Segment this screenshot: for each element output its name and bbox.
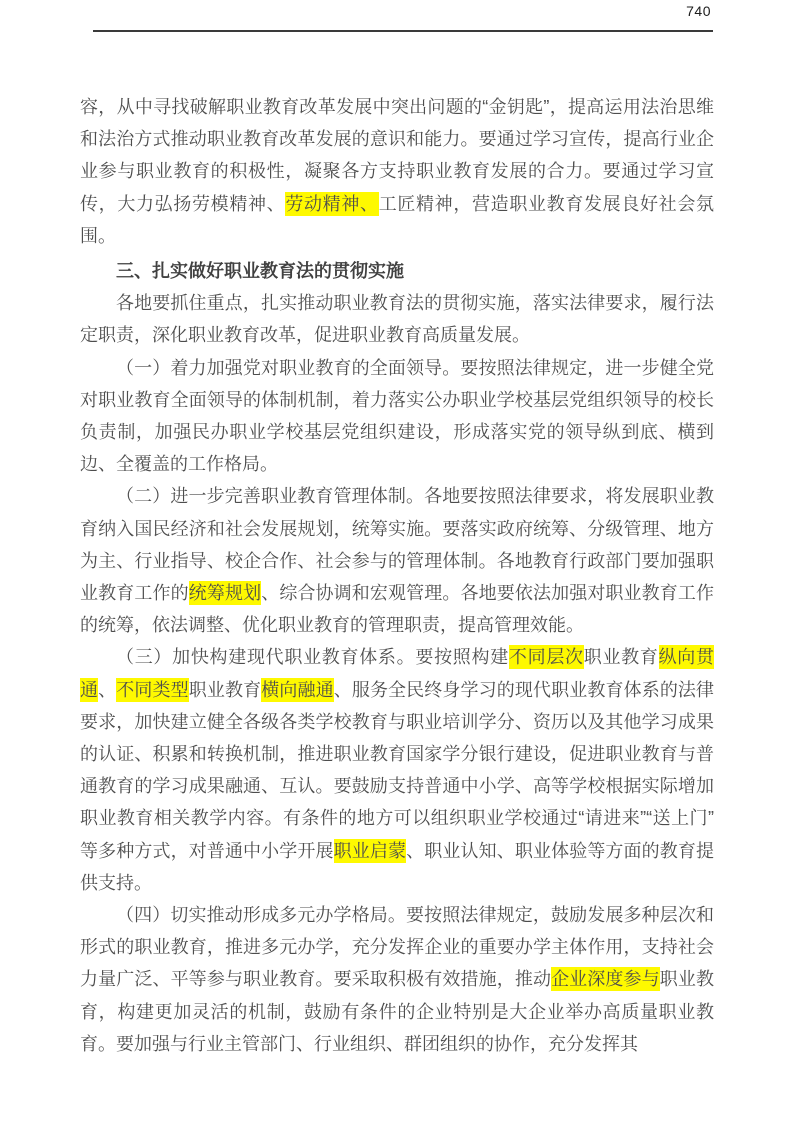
document-body <box>80 91 714 1060</box>
section-heading <box>80 255 714 287</box>
text-run: 职业教育 <box>583 647 659 668</box>
paragraph <box>80 641 714 899</box>
highlighted-text: 劳动精神、 <box>285 193 379 214</box>
text-run: （一）着力加强党对职业教育的全面领导。要按照法律规定，进一步健全党对职业教育全面领导的体制机制，着力落实公办职业学校基层党组织领导的校长负责制，加强民办职业学校基层党组织建设，形成落实党的领导纵到底、横到边、全覆盖的工作格局。 <box>80 357 714 475</box>
highlighted-text: 统筹规划 <box>188 583 262 604</box>
text-run: 、服务全民终身学习的现代职业教育体系的法律要求，加快建立健全各级各类学校教育与职业培训学分、资历以及其他学习成果的认证、积累和转换机制，推进职业教育国家学分银行建设，促进职业教育与普通教育的学习成果融通、互认。要鼓励支持普通中小学、高等学校根据实际增加职业教育相关教学内容。有条件的地方可以组织职业学校通过“请进来”“送上门”等多种方式，对普通中小学开展 <box>80 679 715 861</box>
text-run: （二）进一步完善职业教育管理体制。各地要按照法律要求，将发展职业教育纳入国民经济和社会发展规划，统筹实施。要落实政府统筹、分级管理、地方为主、行业指导、校企合作、社会参与的管理体制。各地教育行政部门要加强职业教育工作的 <box>80 486 714 604</box>
header-rule <box>93 30 713 32</box>
paragraph <box>80 91 714 252</box>
text-run: （四）切实推动形成多元办学格局。要按照法律规定，鼓励发展多种层次和形式的职业教育，推进多元办学，充分发挥企业的重要办学主体作用，支持社会力量广泛、平等参与职业教育。要采取积极有效措施，推动 <box>80 905 714 990</box>
text-run: 职业教育 <box>188 679 262 700</box>
text-run: 工匠精神，营造职业教育发展良好社会氛围。 <box>80 193 715 246</box>
text-run: 、综合协调和宏观管理。各地要依法加强对职业教育工作的统筹，依法调整、优化职业教育的管理职责，提高管理效能。 <box>80 583 715 636</box>
highlighted-text: 横向融通 <box>261 679 334 700</box>
highlighted-text: 企业深度参与 <box>551 969 660 990</box>
highlighted-text: 不同类型 <box>116 679 189 700</box>
paragraph <box>80 899 714 1060</box>
text-run: 职业教育，构建更加灵活的机制，鼓励有条件的企业特别是大企业举办高质量职业教育。要加强与行业主管部门、行业组织、群团组织的协作，充分发挥其 <box>80 969 715 1054</box>
highlighted-text: 纵向贯通 <box>80 647 715 700</box>
text-run: （三）加快构建现代职业教育体系。要按照构建 <box>116 647 509 668</box>
text-run: 、 <box>98 679 117 700</box>
paragraph <box>80 480 714 641</box>
text-run: 、职业认知、职业体验等方面的教育提供支持。 <box>80 840 715 893</box>
highlighted-text: 职业启蒙 <box>333 840 407 861</box>
highlighted-text: 不同层次 <box>508 647 584 668</box>
page-number: 740 <box>686 3 711 19</box>
paragraph <box>80 352 714 481</box>
text-run: 三、扎实做好职业教育法的贯彻实施 <box>116 261 404 282</box>
text-run: 各地要抓住重点，扎实推动职业教育法的贯彻实施，落实法律要求，履行法定职责，深化职业教育改革，促进职业教育高质量发展。 <box>80 293 714 346</box>
text-run: 容，从中寻找破解职业教育改革发展中突出问题的“金钥匙”，提高运用法治思维和法治方式推动职业教育改革发展的意识和能力。要通过学习宣传，提高行业企业参与职业教育的积极性，凝聚各方支持职业教育发展的合力。要通过学习宣传，大力弘扬劳模精神、 <box>80 97 714 214</box>
paragraph <box>80 287 714 351</box>
